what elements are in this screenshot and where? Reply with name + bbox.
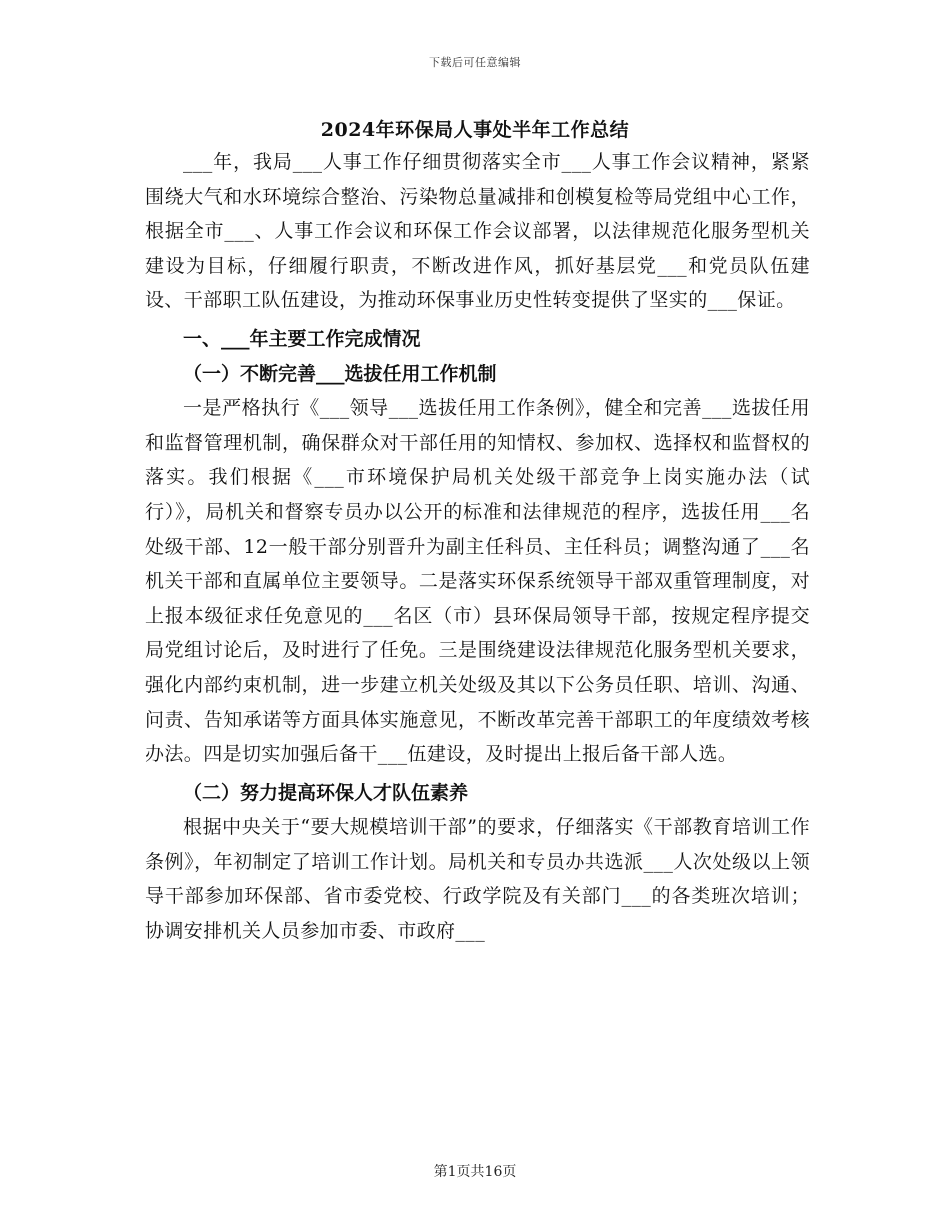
section-heading-1: 一、___年主要工作完成情况 (183, 327, 421, 350)
document-title: 2024年环保局人事处半年工作总结 (320, 119, 630, 141)
subsection-2-paragraph: 根据中央关于“要大规模培训干部”的要求，仔细落实《干部教育培训工作条例》，年初制定了培训工作计划。局机关和专员办共选派___人次处级以上领导干部参加环保部、省市委党校、行政学院及有关部门___的各类班次培训；协调安排机关人员参加市委、市政府___ (145, 816, 810, 943)
header-note: 下载后可任意编辑 (429, 56, 521, 69)
subsection-1-paragraph: 一是严格执行《___领导___选拔任用工作条例》，健全和完善___选拔任用和监督管理机制，确保群众对干部任用的知情权、参加权、选择权和监督权的落实。我们根据《___市环境保护局机关处级干部竞争上岗实施办法（试行）》，局机关和督察专员办以公开的标准和法律规范的程序，选拔任用___名处级干部、12一般干部分别晋升为副主任科员、主任科员；调整沟通了___名机关干部和直属单位主要领导。二是落实环保系统领导干部双重管理制度，对上报本级征求任免意见的___名区（市）县环保局领导干部，按规定程序提交局党组讨论后，及时进行了任免。三是围绕建设法律规范化服务型机关要求，强化内部约束机制，进一步建立机关处级及其以下公务员任职、培训、沟通、问责、告知承诺等方面具体实施意见，不断改革完善干部职工的年度绩效考核办法。四是切实加强后备干___伍建设，及时提出上报后备干部人选。 (145, 397, 810, 766)
intro-paragraph: ___年，我局___人事工作仔细贯彻落实全市___人事工作会议精神，紧紧围绕大气和水环境综合整治、污染物总量减排和创模复检等局党组中心工作，根据全市___、人事工作会议和环保工作会议部署，以法律规范化服务型机关建设为目标，仔细履行职责，不断改进作风，抓好基层党___和党员队伍建设、干部职工队伍建设，为推动环保事业历史性转变提供了坚实的___保证。 (145, 151, 810, 312)
subsection-heading-2: （二）努力提高环保人才队伍素养 (183, 781, 469, 804)
page-footer: 第1页共16页 (433, 1164, 517, 1180)
subsection-heading-1: （一）不断完善___选拔任用工作机制 (183, 362, 497, 385)
document-body (145, 145, 810, 949)
